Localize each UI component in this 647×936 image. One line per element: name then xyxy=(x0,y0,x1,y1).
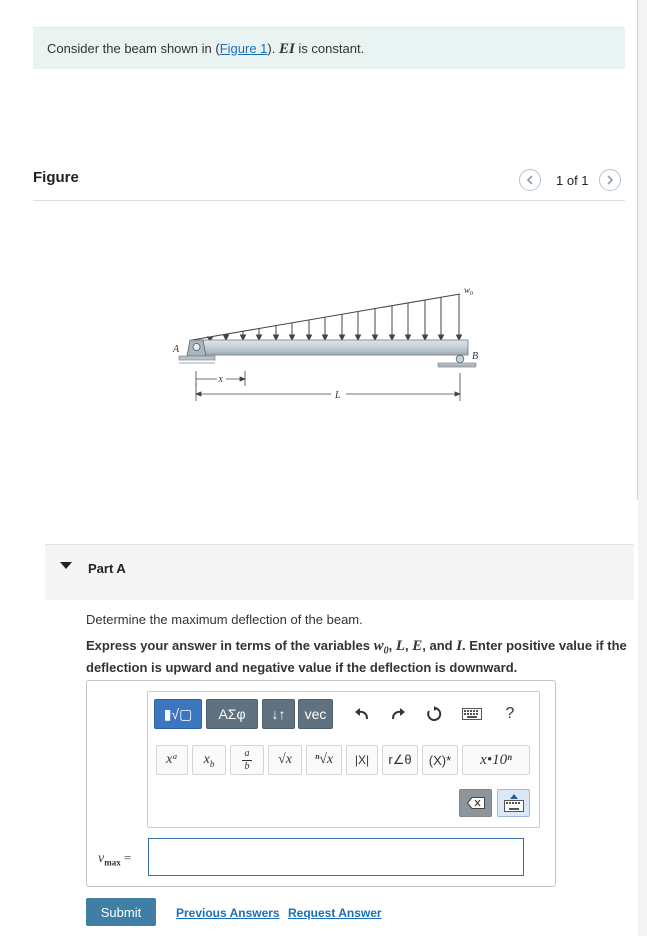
label-l: L xyxy=(335,390,341,401)
undo-button[interactable] xyxy=(350,699,374,729)
roller-support-b xyxy=(438,355,476,367)
polar-button[interactable]: r∠θ xyxy=(382,745,418,775)
l-dimension xyxy=(196,373,460,401)
figure-pager xyxy=(519,169,621,191)
intro-prefix: Consider the beam shown in ( xyxy=(47,41,220,56)
intro-suffix-2: is constant. xyxy=(294,41,365,56)
problem-intro xyxy=(33,27,625,69)
part-a-header[interactable] xyxy=(45,544,634,600)
arrows-button[interactable]: ↓↑ xyxy=(262,699,295,729)
help-button[interactable]: ? xyxy=(505,705,515,722)
undo-icon xyxy=(354,707,370,721)
next-figure-button[interactable] xyxy=(599,169,621,191)
previous-answers-link[interactable]: Previous Answers xyxy=(176,906,280,920)
request-answer-link[interactable]: Request Answer xyxy=(288,906,382,920)
figure-title: Figure xyxy=(33,169,79,186)
answer-instructions: Express your answer in terms of the variables $w_0$, L, E, and I. Enter positive value if the deflection is upward and negative value if the deflection is downward. xyxy=(86,638,627,675)
abs-button[interactable]: |X| xyxy=(346,745,378,775)
chevron-right-icon xyxy=(606,175,614,185)
label-w0: $w_0$ xyxy=(464,285,474,297)
figure-link[interactable]: Figure 1 xyxy=(219,41,268,56)
figure-counter: 1 of 1 xyxy=(556,172,589,188)
backspace-button[interactable] xyxy=(459,789,492,817)
label-b: B xyxy=(472,351,479,362)
figure-divider xyxy=(33,200,625,201)
templates-button[interactable]: ▮√▢ xyxy=(154,699,202,729)
subscript-button[interactable] xyxy=(192,745,226,775)
subscript-glyph: $x_b$ xyxy=(203,751,215,769)
question-prompt: Determine the maximum deflection of the beam. xyxy=(86,612,363,627)
submit-button[interactable]: Submit xyxy=(86,898,156,926)
vmax-label: $v_{max}$ = xyxy=(98,850,132,868)
vec-button[interactable]: vec xyxy=(298,699,333,729)
scrollbar-track[interactable] xyxy=(638,0,647,936)
greek-button[interactable]: ΑΣφ xyxy=(206,699,258,729)
part-label: Part A xyxy=(88,561,126,576)
scientific-notation-button[interactable]: x•10ⁿ xyxy=(462,745,530,775)
sqrt-button[interactable]: √x xyxy=(268,745,302,775)
nthroot-button[interactable]: ⁿ√x xyxy=(306,745,342,775)
beam xyxy=(192,340,468,355)
intro-suffix-1: ). xyxy=(267,41,279,56)
beam-diagram xyxy=(165,280,495,410)
keyboard-icon xyxy=(462,708,482,720)
label-a: A xyxy=(173,344,180,355)
conjugate-button[interactable]: (X)* xyxy=(422,745,458,775)
reset-icon xyxy=(426,706,442,722)
label-x: x xyxy=(218,374,223,385)
redo-button[interactable] xyxy=(386,699,410,729)
toggle-keyboard-button[interactable] xyxy=(497,789,530,817)
distributed-load xyxy=(192,294,462,341)
fraction-button[interactable]: a b xyxy=(230,745,264,775)
chevron-left-icon xyxy=(526,175,534,185)
keyboard-button[interactable] xyxy=(459,699,485,729)
keyboard-toggle-icon xyxy=(504,794,524,812)
reset-button[interactable] xyxy=(422,699,446,729)
prev-figure-button[interactable] xyxy=(519,169,541,191)
redo-icon xyxy=(390,707,406,721)
collapse-caret-icon[interactable] xyxy=(60,562,72,569)
superscript-button[interactable]: xᵃ xyxy=(156,745,188,775)
backspace-icon xyxy=(467,797,485,809)
answer-input[interactable] xyxy=(148,838,524,876)
ei-symbol: EI xyxy=(278,41,295,57)
